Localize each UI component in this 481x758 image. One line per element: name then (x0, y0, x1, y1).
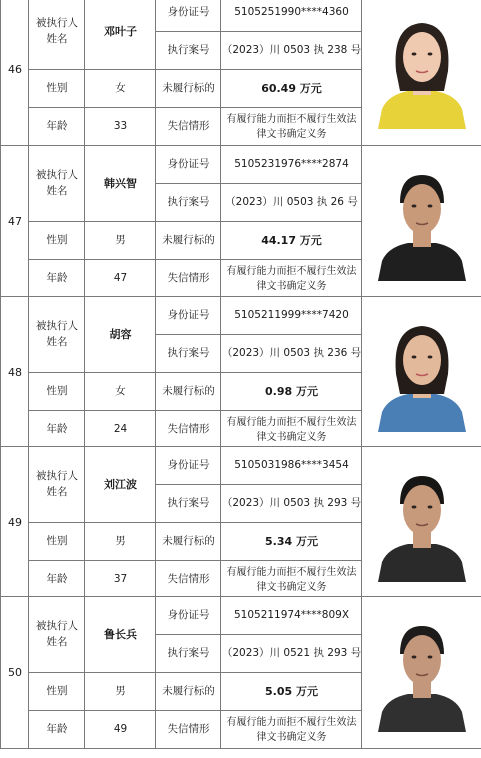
left-eye-shape (411, 505, 416, 508)
case-number-text: （2023）川 0521 执 293 号 (221, 646, 362, 659)
id-number (220, 0, 363, 32)
case-number-label (155, 31, 222, 70)
case-number-label (155, 183, 222, 222)
portrait-photo (374, 464, 470, 582)
age-value (84, 410, 157, 449)
person-name-label-text: 被执行人 姓名 (36, 470, 78, 498)
age-label (28, 410, 86, 449)
id-number-text: 5105251990****4360 (234, 5, 349, 18)
portrait-photo (374, 314, 470, 432)
dishonesty-reason-text: 有履行能力而拒不履行生效法律文书确定义务 (226, 113, 357, 140)
face-shape (403, 32, 441, 82)
face-shape (403, 335, 441, 385)
gender-value-text: 女 (115, 81, 126, 94)
photo-cell (361, 296, 481, 449)
age-value-text: 37 (113, 572, 128, 585)
id-number (220, 446, 363, 485)
age-value (84, 107, 157, 146)
unpaid-amount (220, 372, 363, 411)
id-number-label (155, 296, 222, 335)
unpaid-amount-text: 5.05 万元 (265, 684, 318, 698)
person-name-label (28, 446, 86, 523)
case-number (220, 634, 363, 673)
dishonesty-reason-label (155, 259, 222, 298)
gender-value (84, 522, 157, 561)
person-name (84, 145, 157, 222)
photo-cell (361, 145, 481, 298)
case-number-label-text: 执行案号 (167, 195, 210, 208)
age-label (28, 560, 86, 599)
unpaid-amount (220, 69, 363, 108)
left-eye-shape (411, 355, 416, 358)
id-number-label-text: 身份证号 (167, 608, 210, 621)
portrait-photo (374, 614, 470, 732)
age-value-text: 24 (113, 422, 128, 435)
id-number-text: 5105031986****3454 (234, 458, 349, 471)
id-number-text: 5105211974****809X (233, 608, 350, 621)
person-name (84, 596, 157, 673)
unpaid-amount (220, 672, 363, 711)
unpaid-amount-label-text: 未履行标的 (162, 384, 215, 397)
case-number-text: （2023）川 0503 执 293 号 (221, 496, 362, 509)
person-name-label (28, 296, 86, 373)
age-label-text: 年龄 (46, 271, 68, 284)
case-number (220, 183, 363, 222)
unpaid-amount-label-text: 未履行标的 (162, 81, 215, 94)
age-label (28, 710, 86, 749)
id-number-label (155, 145, 222, 184)
unpaid-amount-label (155, 522, 222, 561)
gender-value (84, 69, 157, 108)
age-value (84, 560, 157, 599)
record-number-text: 48 (8, 365, 22, 379)
case-number-label (155, 484, 222, 523)
dishonesty-reason-label-text: 失信情形 (167, 271, 210, 284)
gender-label (28, 522, 86, 561)
gender-label (28, 221, 86, 260)
id-number (220, 596, 363, 635)
id-number-label-text: 身份证号 (167, 157, 210, 170)
face-shape (403, 485, 441, 535)
right-eye-shape (427, 355, 432, 358)
case-number-label-text: 执行案号 (167, 43, 210, 56)
dishonesty-reason-text: 有履行能力而拒不履行生效法律文书确定义务 (226, 566, 357, 593)
person-name-label-text: 被执行人 姓名 (36, 17, 78, 45)
gender-value (84, 221, 157, 260)
age-value-text: 47 (113, 271, 128, 284)
left-eye-shape (411, 52, 416, 55)
case-number-text: （2023）川 0503 执 238 号 (221, 43, 362, 56)
case-number-label-text: 执行案号 (167, 646, 210, 659)
dishonesty-reason (220, 410, 363, 449)
gender-value-text: 男 (115, 684, 126, 697)
case-number-label (155, 634, 222, 673)
case-number (220, 484, 363, 523)
person-name-label (28, 0, 86, 70)
dishonesty-reason-text: 有履行能力而拒不履行生效法律文书确定义务 (226, 416, 357, 443)
person-name (84, 296, 157, 373)
age-label-text: 年龄 (46, 722, 68, 735)
id-number-text: 5105211999****7420 (234, 308, 349, 321)
record-number (0, 296, 30, 449)
record-number (0, 446, 30, 599)
portrait-photo (374, 163, 470, 281)
portrait-photo (374, 11, 470, 129)
case-number-text: （2023）川 0503 执 236 号 (221, 346, 362, 359)
dishonesty-reason-label-text: 失信情形 (167, 119, 210, 132)
person-name (84, 446, 157, 523)
right-eye-shape (427, 505, 432, 508)
unpaid-amount-label (155, 372, 222, 411)
dishonesty-reason-label-text: 失信情形 (167, 422, 210, 435)
person-name-label-text: 被执行人 姓名 (36, 320, 78, 348)
age-label-text: 年龄 (46, 119, 68, 132)
left-eye-shape (411, 655, 416, 658)
person-name-text: 刘江波 (104, 477, 137, 491)
person-name-label-text: 被执行人 姓名 (36, 620, 78, 648)
dishonesty-reason-label-text: 失信情形 (167, 572, 210, 585)
record-block (0, 446, 481, 596)
case-number-label-text: 执行案号 (167, 346, 210, 359)
record-number (0, 596, 30, 749)
age-value-text: 33 (113, 119, 128, 132)
id-number-label (155, 596, 222, 635)
id-number-label (155, 0, 222, 32)
record-number-text: 49 (8, 515, 22, 529)
dishonesty-reason-text: 有履行能力而拒不履行生效法律文书确定义务 (226, 716, 357, 743)
id-number-label-text: 身份证号 (167, 5, 210, 18)
person-name-label (28, 145, 86, 222)
gender-value (84, 372, 157, 411)
gender-label (28, 372, 86, 411)
case-number (220, 334, 363, 373)
person-name-text: 邓叶子 (104, 24, 137, 38)
right-eye-shape (427, 52, 432, 55)
age-label (28, 259, 86, 298)
unpaid-amount (220, 522, 363, 561)
unpaid-amount-text: 60.49 万元 (261, 81, 322, 95)
record-number-text: 50 (8, 665, 22, 679)
unpaid-amount-label (155, 221, 222, 260)
age-value (84, 710, 157, 749)
gender-label-text: 性别 (46, 233, 68, 246)
id-number-label-text: 身份证号 (167, 458, 210, 471)
face-shape (403, 635, 441, 685)
id-number-label-text: 身份证号 (167, 308, 210, 321)
gender-label-text: 性别 (46, 384, 68, 397)
gender-label-text: 性别 (46, 684, 68, 697)
gender-label (28, 69, 86, 108)
photo-cell (361, 446, 481, 599)
record-block (0, 145, 481, 295)
unpaid-amount-text: 44.17 万元 (261, 233, 322, 247)
unpaid-amount-label-text: 未履行标的 (162, 233, 215, 246)
record-number-text: 47 (8, 214, 22, 228)
gender-value (84, 672, 157, 711)
case-number-label-text: 执行案号 (167, 496, 210, 509)
case-number-text: （2023）川 0503 执 26 号 (225, 195, 358, 208)
unpaid-amount-label (155, 672, 222, 711)
gender-value-text: 女 (115, 384, 126, 397)
record-number-text: 46 (8, 62, 22, 76)
id-number (220, 145, 363, 184)
unpaid-amount-text: 5.34 万元 (265, 534, 318, 548)
gender-value-text: 男 (115, 534, 126, 547)
right-eye-shape (427, 655, 432, 658)
id-number (220, 296, 363, 335)
person-name-text: 胡容 (109, 327, 132, 341)
gender-label-text: 性别 (46, 534, 68, 547)
unpaid-amount-label-text: 未履行标的 (162, 684, 215, 697)
left-eye-shape (411, 204, 416, 207)
age-label-text: 年龄 (46, 572, 68, 585)
dishonesty-reason (220, 107, 363, 146)
dishonesty-reason-label (155, 410, 222, 449)
person-name-text: 韩兴智 (104, 176, 137, 190)
dishonesty-reason-label (155, 107, 222, 146)
age-value (84, 259, 157, 298)
unpaid-amount (220, 221, 363, 260)
record-block (0, 296, 481, 446)
id-number-label (155, 446, 222, 485)
photo-cell (361, 596, 481, 749)
dishonesty-reason (220, 560, 363, 599)
dishonesty-reason-label-text: 失信情形 (167, 722, 210, 735)
dishonesty-reason-label (155, 560, 222, 599)
dishonesty-reason (220, 710, 363, 749)
gender-label-text: 性别 (46, 81, 68, 94)
person-name (84, 0, 157, 70)
person-name-label-text: 被执行人 姓名 (36, 169, 78, 197)
gender-value-text: 男 (115, 233, 126, 246)
person-name-label (28, 596, 86, 673)
unpaid-amount-label-text: 未履行标的 (162, 534, 215, 547)
record-block (0, 0, 481, 143)
record-number (0, 0, 30, 146)
person-name-text: 鲁长兵 (104, 627, 137, 641)
dishonesty-reason-text: 有履行能力而拒不履行生效法律文书确定义务 (226, 265, 357, 292)
record-block (0, 596, 481, 746)
gender-label (28, 672, 86, 711)
id-number-text: 5105231976****2874 (234, 157, 349, 170)
age-value-text: 49 (113, 722, 128, 735)
case-number-label (155, 334, 222, 373)
record-number (0, 145, 30, 298)
right-eye-shape (427, 204, 432, 207)
age-label (28, 107, 86, 146)
dishonesty-reason-label (155, 710, 222, 749)
case-number (220, 31, 363, 70)
unpaid-amount-label (155, 69, 222, 108)
age-label-text: 年龄 (46, 422, 68, 435)
face-shape (403, 184, 441, 234)
unpaid-amount-text: 0.98 万元 (265, 384, 318, 398)
photo-cell (361, 0, 481, 146)
dishonesty-reason (220, 259, 363, 298)
